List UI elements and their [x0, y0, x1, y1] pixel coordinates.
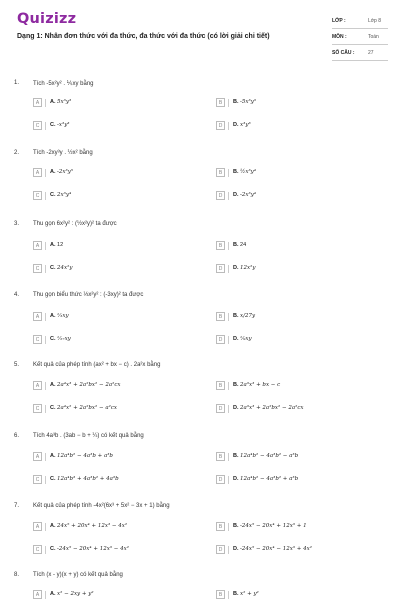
- option-d[interactable]: [216, 404, 386, 415]
- option-c[interactable]: [33, 264, 203, 275]
- option-label: B.: [233, 169, 239, 175]
- option-value: 2a³x³ + bx − c: [240, 382, 281, 388]
- question-text: Thu gọn 6x²y² : (½x²y)² ta được: [33, 221, 117, 227]
- option-label: B.: [233, 591, 239, 597]
- option-letter-box: D: [216, 121, 225, 130]
- option-letter-box: D: [216, 475, 225, 484]
- question-number: 1.: [14, 80, 20, 86]
- meta-value: 27: [368, 50, 374, 56]
- question-number: 8.: [14, 572, 20, 578]
- option-value: -24x⁵ − 20x⁴ + 12x³ + 1: [240, 523, 307, 529]
- question-text: Tích -2xy³y . ½x² bằng: [33, 150, 93, 156]
- option-label: D.: [233, 336, 239, 342]
- option-b[interactable]: [216, 522, 386, 533]
- option-a[interactable]: [33, 241, 203, 252]
- option-b[interactable]: [216, 452, 386, 463]
- option-value: 2a⁴x³ + 2a²bx² − 2a²cx: [57, 382, 121, 388]
- option-label: A.: [50, 382, 56, 388]
- meta-key: SỐ CÂU :: [332, 50, 355, 56]
- question-number: 3.: [14, 221, 20, 227]
- meta-row-count: [332, 47, 388, 61]
- option-letter-box: A: [33, 381, 42, 390]
- option-a[interactable]: [33, 452, 203, 463]
- option-label: A.: [50, 453, 56, 459]
- option-a[interactable]: [33, 381, 203, 392]
- option-label: A.: [50, 169, 56, 175]
- option-d[interactable]: [216, 475, 386, 486]
- meta-row-class: [332, 15, 388, 29]
- option-c[interactable]: [33, 335, 203, 346]
- option-letter-box: B: [216, 590, 225, 599]
- option-d[interactable]: [216, 191, 386, 202]
- option-b[interactable]: [216, 241, 386, 252]
- option-value: ½x³y⁴: [240, 169, 256, 175]
- meta-row-subject: [332, 31, 388, 45]
- option-label: B.: [233, 382, 239, 388]
- option-a[interactable]: [33, 98, 203, 109]
- option-value: 12: [57, 242, 64, 248]
- option-d[interactable]: [216, 121, 386, 132]
- page-title: Dạng 1: Nhân đơn thức với đa thức, đa thức với đa thức (có lời giải chi tiết): [17, 33, 270, 40]
- option-value: ⅟₂₇xy: [57, 336, 71, 342]
- option-value: 24x²y: [57, 265, 73, 271]
- option-value: 2a³x³ + 2a²bx² − 2a²cx: [240, 405, 304, 411]
- option-label: A.: [50, 523, 56, 529]
- option-b[interactable]: [216, 381, 386, 392]
- option-letter-box: A: [33, 241, 42, 250]
- option-value: x/27y: [240, 313, 256, 319]
- option-label: C.: [50, 476, 56, 482]
- option-letter-box: D: [216, 191, 225, 200]
- question-number: 4.: [14, 292, 20, 298]
- option-label: C.: [50, 546, 56, 552]
- option-a[interactable]: [33, 590, 203, 601]
- option-value: x³y³: [240, 122, 251, 128]
- option-label: D.: [233, 192, 239, 198]
- option-value: 12a⁴b² − 4a³b² − a³b: [240, 453, 299, 459]
- option-letter-box: B: [216, 98, 225, 107]
- option-value: 24x⁵ + 20x⁴ + 12x³ − 4x²: [57, 523, 128, 529]
- option-letter-box: B: [216, 452, 225, 461]
- option-letter-box: D: [216, 264, 225, 273]
- option-label: D.: [233, 405, 239, 411]
- option-letter-box: C: [33, 264, 42, 273]
- option-b[interactable]: [216, 98, 386, 109]
- option-c[interactable]: [33, 545, 203, 556]
- option-letter-box: A: [33, 312, 42, 321]
- option-label: A.: [50, 99, 56, 105]
- option-value: 5x³y³: [57, 99, 72, 105]
- meta-key: LỚP :: [332, 18, 346, 24]
- option-letter-box: C: [33, 335, 42, 344]
- option-letter-box: B: [216, 522, 225, 531]
- option-a[interactable]: [33, 522, 203, 533]
- option-label: C.: [50, 336, 56, 342]
- option-letter-box: B: [216, 168, 225, 177]
- option-label: C.: [50, 122, 56, 128]
- option-value: -2x³y⁴: [240, 192, 257, 198]
- option-letter-box: A: [33, 522, 42, 531]
- option-label: B.: [233, 313, 239, 319]
- option-label: A.: [50, 242, 56, 248]
- option-c[interactable]: [33, 475, 203, 486]
- question-text: Kết quả của phép tính (ax² + bx − c) . 2a²x bằng: [33, 362, 161, 368]
- option-b[interactable]: [216, 168, 386, 179]
- option-label: B.: [233, 242, 239, 248]
- option-value: 2x³y⁴: [57, 192, 72, 198]
- option-c[interactable]: [33, 121, 203, 132]
- option-value: 2a⁴x² + 2a²bx² − a²cx: [57, 405, 118, 411]
- option-letter-box: A: [33, 168, 42, 177]
- option-value: -5x³y³: [240, 99, 257, 105]
- option-letter-box: B: [216, 381, 225, 390]
- option-label: A.: [50, 313, 56, 319]
- question-text: Tích -5x²y² . ⅕xy bằng: [33, 81, 94, 87]
- option-value: ⅟₃xy: [57, 313, 69, 319]
- meta-key: MÔN :: [332, 34, 347, 40]
- meta-panel: [332, 15, 388, 63]
- question-number: 5.: [14, 362, 20, 368]
- option-value: -24x⁵ − 20x⁴ − 12x³ + 4x²: [240, 546, 312, 552]
- option-letter-box: A: [33, 98, 42, 107]
- option-label: B.: [233, 99, 239, 105]
- question-text: Tích (x - y)(x + y) có kết quả bằng: [33, 572, 123, 578]
- option-value: -24x⁵ − 20x⁴ + 12x³ − 4x²: [57, 546, 129, 552]
- option-letter-box: C: [33, 121, 42, 130]
- option-letter-box: C: [33, 545, 42, 554]
- question-number: 2.: [14, 150, 20, 156]
- option-label: D.: [233, 122, 239, 128]
- option-letter-box: B: [216, 312, 225, 321]
- option-b[interactable]: [216, 590, 386, 601]
- option-label: B.: [233, 453, 239, 459]
- option-letter-box: A: [33, 452, 42, 461]
- option-letter-box: D: [216, 404, 225, 413]
- option-label: C.: [50, 265, 56, 271]
- option-value: 24: [240, 242, 247, 248]
- option-d[interactable]: [216, 335, 386, 346]
- option-value: ⅟₉xy: [240, 336, 252, 342]
- option-label: C.: [50, 405, 56, 411]
- option-a[interactable]: [33, 168, 203, 179]
- option-letter-box: C: [33, 404, 42, 413]
- option-letter-box: D: [216, 335, 225, 344]
- option-letter-box: B: [216, 241, 225, 250]
- option-value: 12a⁴b² − 4a³b² + a³b: [240, 476, 299, 482]
- option-a[interactable]: [33, 312, 203, 323]
- meta-value: Lớp 8: [368, 18, 382, 24]
- option-value: 12a⁴b² − 4a³b + a³b: [57, 453, 113, 459]
- option-d[interactable]: [216, 264, 386, 275]
- question-text: Thu gọn biểu thức ⅓x²y² : (-3xy)² ta được: [33, 292, 144, 298]
- option-value: 12a⁴b³ + 4a³b² + 4a³b: [57, 476, 119, 482]
- option-label: D.: [233, 476, 239, 482]
- option-label: C.: [50, 192, 56, 198]
- option-value: x² + y²: [240, 591, 259, 597]
- option-letter-box: D: [216, 545, 225, 554]
- quizizz-logo: Quizizz: [17, 11, 77, 27]
- option-value: -x³y³: [57, 122, 70, 128]
- question-text: Kết quả của phép tính -4x²(6x³ + 5x² − 3x + 1) bằng: [33, 503, 170, 509]
- question-number: 7.: [14, 503, 20, 509]
- option-b[interactable]: [216, 312, 386, 323]
- option-value: x² − 2xy + y²: [57, 591, 94, 597]
- option-letter-box: C: [33, 475, 42, 484]
- question-number: 6.: [14, 433, 20, 439]
- option-label: A.: [50, 591, 56, 597]
- option-d[interactable]: [216, 545, 386, 556]
- option-label: D.: [233, 265, 239, 271]
- option-letter-box: C: [33, 191, 42, 200]
- meta-value: Toán: [368, 34, 379, 40]
- option-value: -2x³y⁵: [57, 169, 74, 175]
- option-label: D.: [233, 546, 239, 552]
- option-label: B.: [233, 523, 239, 529]
- option-letter-box: A: [33, 590, 42, 599]
- option-c[interactable]: [33, 191, 203, 202]
- question-text: Tích 4a³b . (3ab − b + ¼) có kết quả bằng: [33, 433, 144, 439]
- option-c[interactable]: [33, 404, 203, 415]
- option-value: 12x²y: [240, 265, 256, 271]
